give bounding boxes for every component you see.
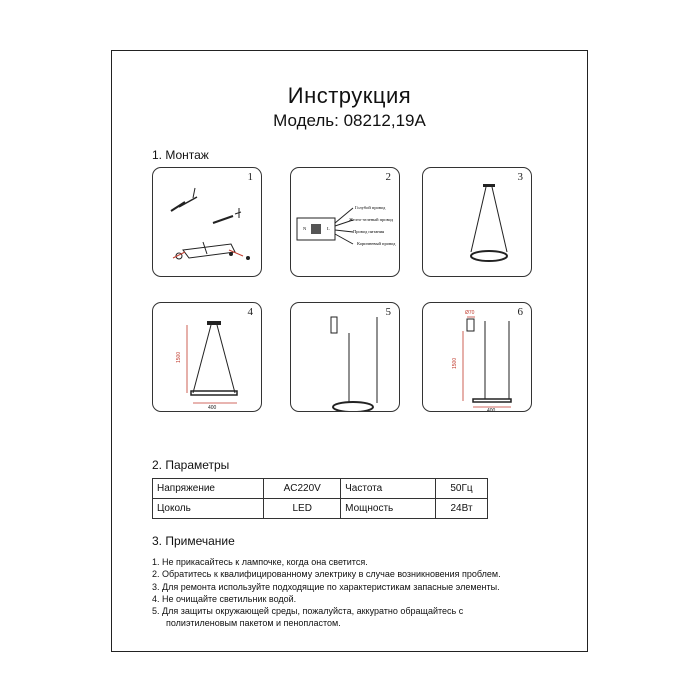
montage-step-3 [422,167,532,277]
params-section-title: 2. Параметры [152,458,230,472]
montage-section-title: 1. Монтаж [152,148,209,162]
montage-step-4 [152,302,262,412]
list-item: 1. Не прикасайтесь к лампочке, когда она светится. [152,557,368,567]
wiring-diagram [291,168,400,277]
list-item: 4. Не очищайте светильник водой. [152,593,297,604]
wire-label: Голубой провод [355,205,386,210]
step-number: 1 [247,171,253,183]
param-value: 50Гц [436,479,488,499]
step-number: 4 [247,306,253,318]
notes-list [152,556,572,630]
instruction-sheet [111,50,588,652]
page-title: Инструкция [287,83,412,108]
wire-label: Желто-зеленый провод [349,217,394,222]
terminal-label-l: L [327,226,330,231]
param-label: Напряжение [153,479,264,499]
table-row [153,479,488,499]
param-value: LED [264,499,341,519]
param-value: 24Вт [436,499,488,519]
step-number: 2 [385,171,391,183]
table-row [153,499,488,519]
ring-lamp-illustration [291,303,400,412]
list-item-continuation: полиэтиленовым пакетом и пенопластом. [166,618,341,629]
list-item: 5. Для защиты окружающей среды, пожалуйста, аккуратно обращайтесь с [152,606,464,617]
montage-step-6 [422,302,532,412]
height-dimension: 1500 [176,351,182,363]
model-number: Модель: 08212,19А [273,111,426,130]
montage-step-1 [152,167,262,277]
step-number: 5 [385,306,391,318]
parameters-table [152,478,488,519]
width-dimension: 400 [208,405,217,411]
wire-label: Коричневый провод [357,241,396,246]
montage-step-5 [290,302,400,412]
notes-section-title: 3. Примечание [152,534,235,548]
height-dimension: 1500 [452,357,458,369]
wire-label: Провод питания [353,229,385,234]
list-item: 2. Обратитесь к квалифицированному электрику в случае возникновения проблем. [152,569,501,580]
param-value: AC220V [264,479,341,499]
list-item: 3. Для ремонта используйте подходящие по характеристикам запасные элементы. [152,581,500,592]
canopy-diameter: Ø70 [465,310,475,316]
terminal-label-n: N [303,226,307,231]
param-label: Цоколь [153,499,264,519]
assembled-lamp-illustration [423,168,532,277]
step-number: 6 [517,306,523,318]
ring-dimensions-drawing [423,303,532,412]
montage-step-2 [290,167,400,277]
param-label: Частота [341,479,436,499]
param-label: Мощность [341,499,436,519]
width-dimension: 400 [487,408,496,413]
dimensions-drawing [153,303,262,412]
mounting-screws-illustration [153,168,262,277]
step-number: 3 [517,171,523,183]
